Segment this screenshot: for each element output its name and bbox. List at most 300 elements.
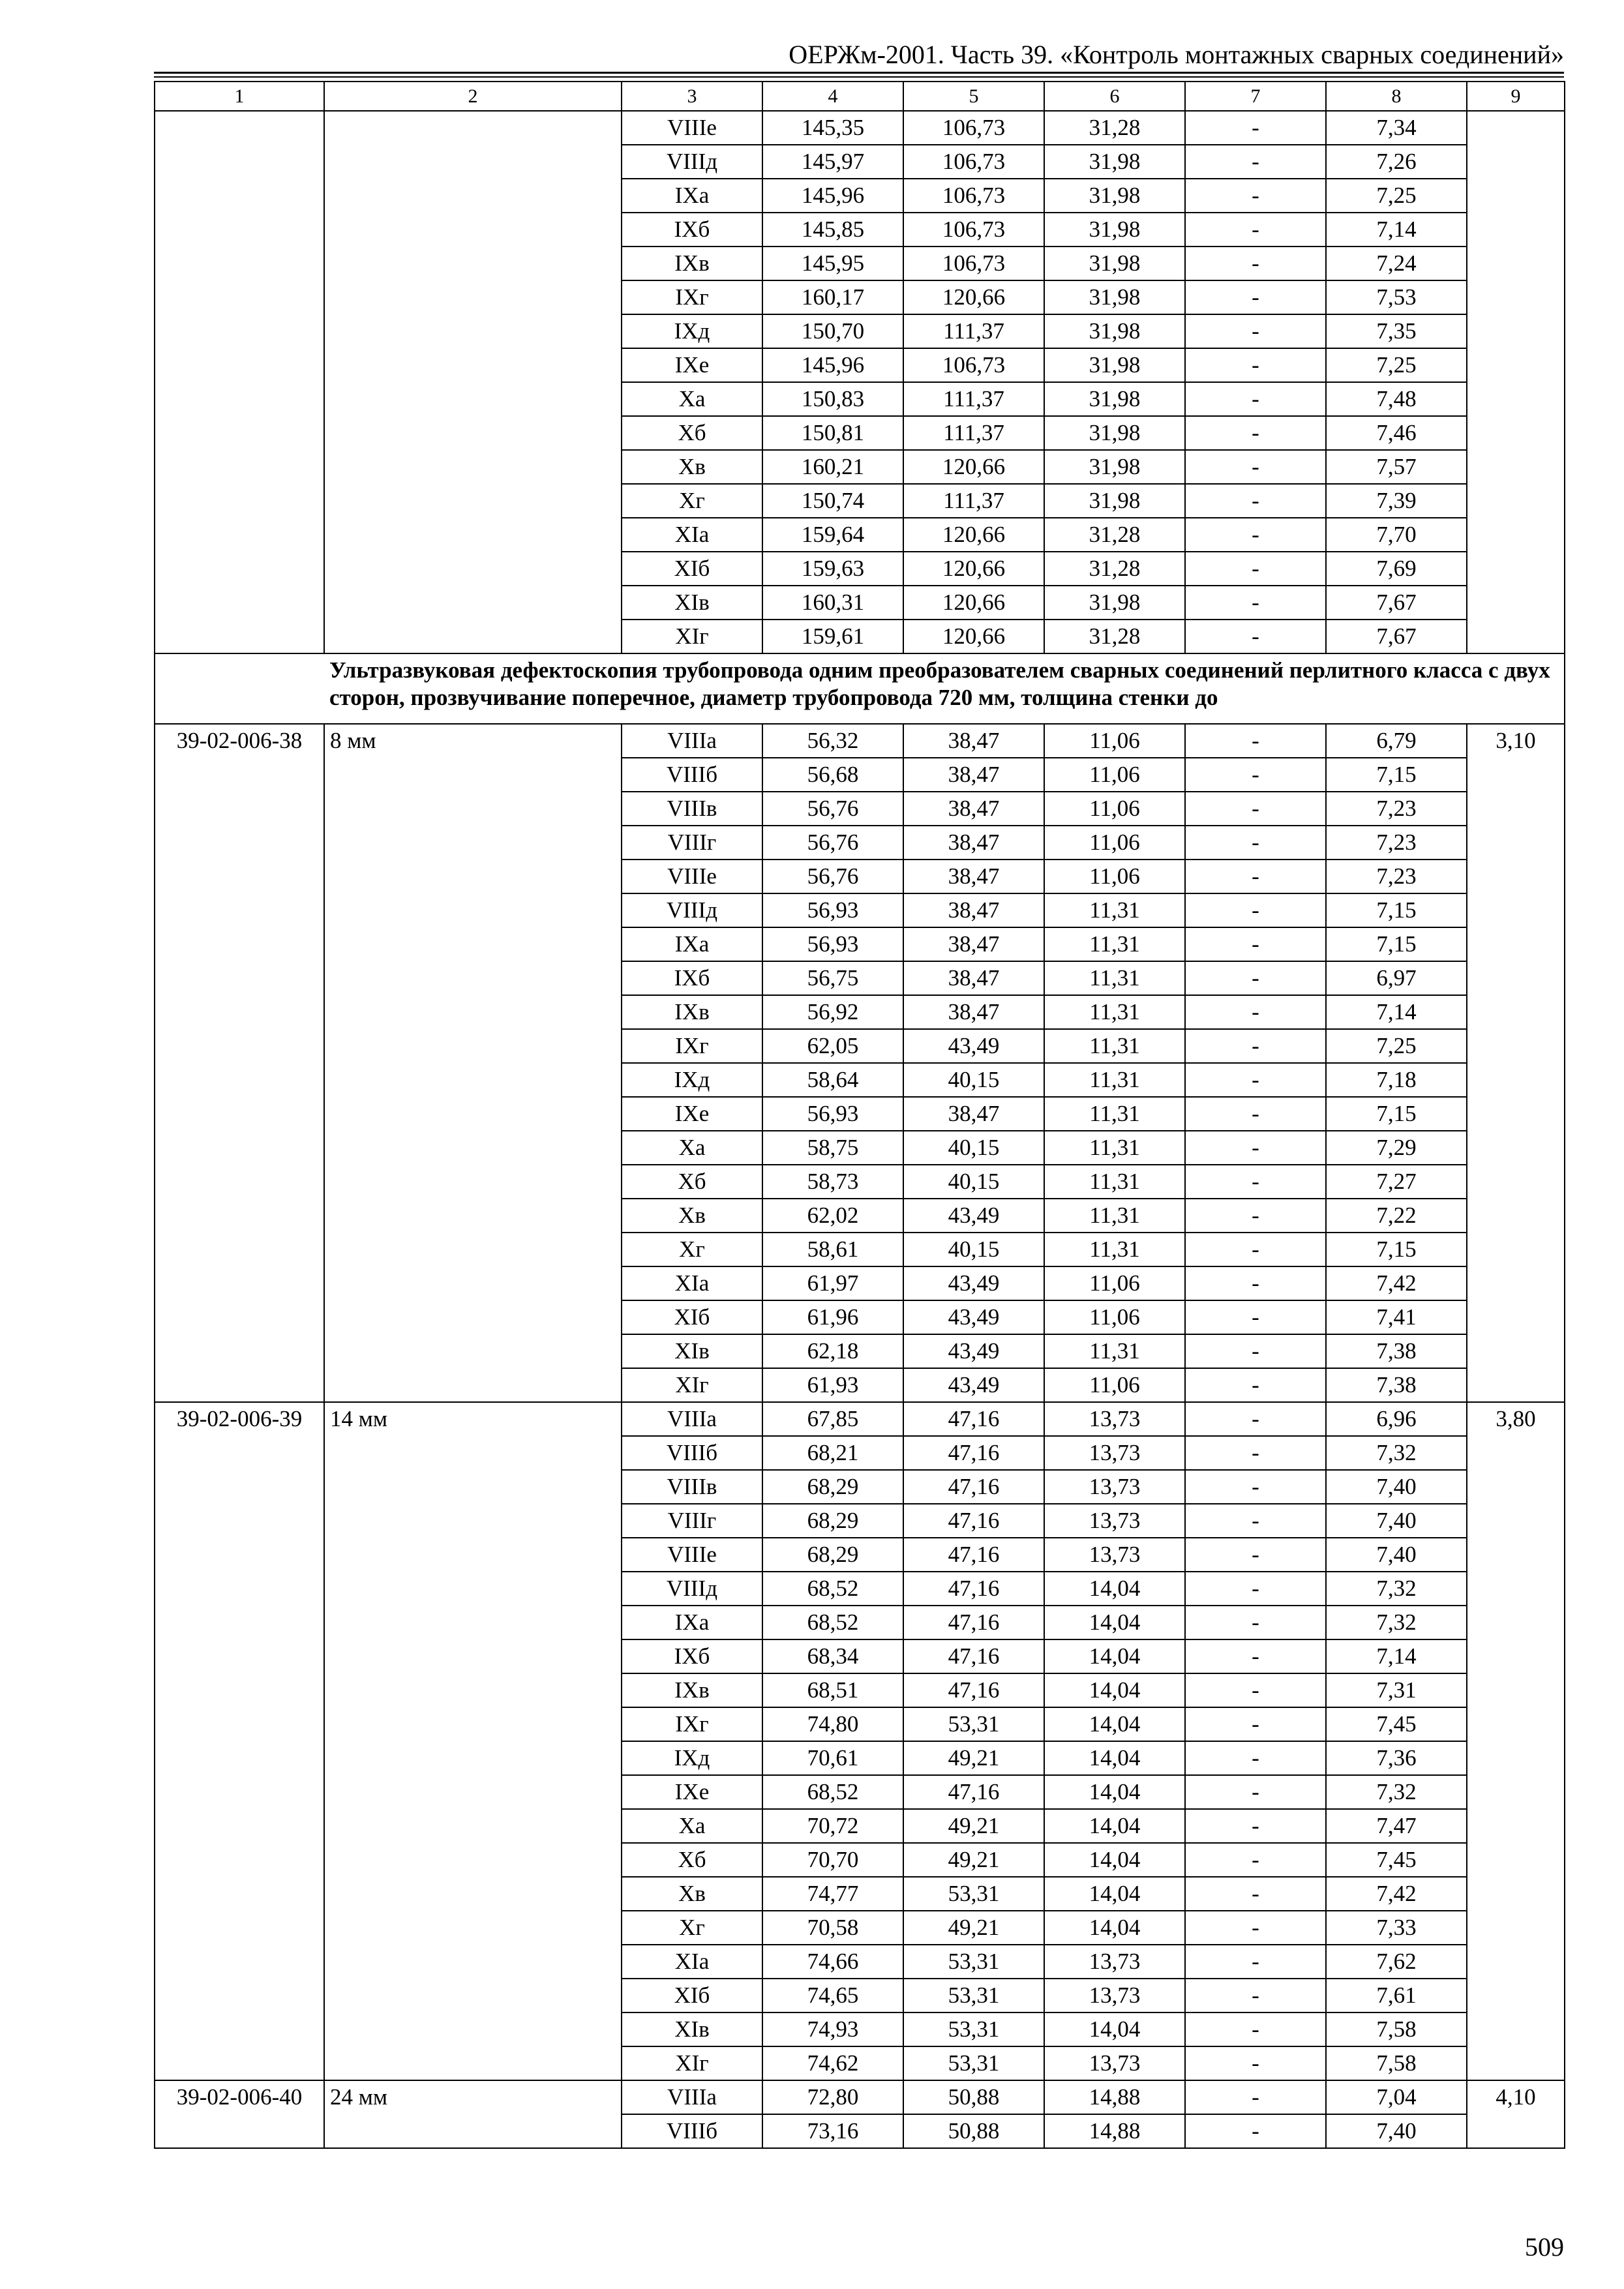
value-cell: -: [1185, 1368, 1326, 1402]
value-cell: XIа: [622, 518, 762, 552]
value-cell: 7,40: [1326, 1538, 1467, 1572]
wall-thickness-cell: 24 мм: [324, 2080, 622, 2148]
value-cell: 6,97: [1326, 961, 1467, 995]
value-cell: -: [1185, 1572, 1326, 1606]
value-cell: 43,49: [903, 1368, 1044, 1402]
value-cell: 50,88: [903, 2080, 1044, 2114]
value-cell: 49,21: [903, 1741, 1044, 1775]
value-cell: VIIIд: [622, 145, 762, 179]
value-cell: 7,67: [1326, 586, 1467, 620]
value-cell: 7,27: [1326, 1165, 1467, 1199]
value-cell: -: [1185, 758, 1326, 792]
value-cell: 38,47: [903, 826, 1044, 860]
value-cell: 7,41: [1326, 1300, 1467, 1334]
value-cell: 13,73: [1044, 1436, 1185, 1470]
value-cell: 111,37: [903, 382, 1044, 416]
value-cell: VIIIе: [622, 111, 762, 145]
value-cell: 38,47: [903, 995, 1044, 1029]
value-cell: 120,66: [903, 518, 1044, 552]
value-cell: 7,26: [1326, 145, 1467, 179]
value-cell: 145,85: [762, 213, 903, 247]
value-cell: VIIIа: [622, 724, 762, 758]
value-cell: IXв: [622, 995, 762, 1029]
value-cell: 150,74: [762, 484, 903, 518]
value-cell: 7,58: [1326, 2046, 1467, 2080]
value-cell: -: [1185, 724, 1326, 758]
value-cell: 120,66: [903, 280, 1044, 314]
value-cell: VIIIв: [622, 1470, 762, 1504]
value-cell: 145,96: [762, 179, 903, 213]
value-cell: 40,15: [903, 1233, 1044, 1266]
value-cell: 38,47: [903, 893, 1044, 927]
value-cell: 68,52: [762, 1775, 903, 1809]
value-cell: 53,31: [903, 1707, 1044, 1741]
rate-code-cell: 39-02-006-40: [155, 2080, 324, 2148]
value-cell: IXд: [622, 1063, 762, 1097]
value-cell: 56,76: [762, 826, 903, 860]
value-cell: 13,73: [1044, 1402, 1185, 1436]
value-cell: IXд: [622, 1741, 762, 1775]
section-title: Ультразвуковая дефектоскопия трубопровода одним преобразователем сварных соединений перлитного класса с двух сторон, прозвучивание поперечное, диаметр трубопровода 720 мм, толщина стенки до: [324, 653, 1565, 724]
value-cell: 13,73: [1044, 2046, 1185, 2080]
value-cell: 56,93: [762, 1097, 903, 1131]
value-cell: 53,31: [903, 1979, 1044, 2012]
value-cell: 53,31: [903, 1945, 1044, 1979]
value-cell: 61,93: [762, 1368, 903, 1402]
section-title-row: [155, 653, 1565, 724]
value-cell: 7,32: [1326, 1436, 1467, 1470]
value-cell: -: [1185, 2012, 1326, 2046]
value-cell: 120,66: [903, 586, 1044, 620]
value-cell: 7,35: [1326, 314, 1467, 348]
value-cell: 62,18: [762, 1334, 903, 1368]
value-cell: 7,40: [1326, 1504, 1467, 1538]
value-cell: IXб: [622, 213, 762, 247]
value-cell: 56,93: [762, 927, 903, 961]
value-cell: -: [1185, 2080, 1326, 2114]
value-cell: XIв: [622, 1334, 762, 1368]
value-cell: 7,32: [1326, 1775, 1467, 1809]
value-cell: 11,06: [1044, 792, 1185, 826]
value-cell: 43,49: [903, 1199, 1044, 1233]
value-cell: -: [1185, 1538, 1326, 1572]
value-cell: 43,49: [903, 1334, 1044, 1368]
value-cell: VIIIб: [622, 1436, 762, 1470]
value-cell: 31,28: [1044, 552, 1185, 586]
value-cell: 7,14: [1326, 1639, 1467, 1673]
value-cell: -: [1185, 1775, 1326, 1809]
value-cell: 120,66: [903, 450, 1044, 484]
value-cell: IXе: [622, 1775, 762, 1809]
value-cell: -: [1185, 1029, 1326, 1063]
value-cell: -: [1185, 1097, 1326, 1131]
value-cell: 11,31: [1044, 961, 1185, 995]
value-cell: IXе: [622, 1097, 762, 1131]
value-cell: IXв: [622, 247, 762, 280]
value-cell: 7,39: [1326, 484, 1467, 518]
value-cell: 31,98: [1044, 145, 1185, 179]
value-cell: Xг: [622, 1911, 762, 1945]
value-cell: -: [1185, 484, 1326, 518]
section-title-blank: [155, 653, 324, 724]
value-cell: 7,14: [1326, 213, 1467, 247]
value-cell: -: [1185, 1470, 1326, 1504]
value-cell: 11,31: [1044, 1165, 1185, 1199]
value-cell: 61,97: [762, 1266, 903, 1300]
value-cell: 11,31: [1044, 1199, 1185, 1233]
value-cell: 7,38: [1326, 1334, 1467, 1368]
value-cell: 7,45: [1326, 1843, 1467, 1877]
value-cell: VIIIа: [622, 1402, 762, 1436]
value-cell: IXд: [622, 314, 762, 348]
value-cell: IXг: [622, 1029, 762, 1063]
value-cell: 160,21: [762, 450, 903, 484]
value-cell: 62,02: [762, 1199, 903, 1233]
value-cell: 68,29: [762, 1538, 903, 1572]
table-row: [155, 2080, 1565, 2114]
value-cell: 11,31: [1044, 1063, 1185, 1097]
value-cell: -: [1185, 1233, 1326, 1266]
value-cell: 74,93: [762, 2012, 903, 2046]
value-cell: IXб: [622, 961, 762, 995]
value-cell: 38,47: [903, 1097, 1044, 1131]
value-cell: 53,31: [903, 2046, 1044, 2080]
value-cell: 56,92: [762, 995, 903, 1029]
value-cell: 70,70: [762, 1843, 903, 1877]
value-cell: 31,98: [1044, 314, 1185, 348]
value-cell: 68,34: [762, 1639, 903, 1673]
value-cell: 7,70: [1326, 518, 1467, 552]
value-cell: IXа: [622, 927, 762, 961]
value-cell: -: [1185, 1266, 1326, 1300]
value-cell: 159,64: [762, 518, 903, 552]
value-cell: -: [1185, 1843, 1326, 1877]
value-cell: 68,29: [762, 1470, 903, 1504]
page-header: ОЕРЖм-2001. Часть 39. «Контроль монтажных сварных соединений»: [789, 40, 1564, 69]
value-cell: -: [1185, 1436, 1326, 1470]
value-cell: 58,61: [762, 1233, 903, 1266]
value-cell: 31,28: [1044, 111, 1185, 145]
value-cell: 11,06: [1044, 1266, 1185, 1300]
value-cell: 13,73: [1044, 1979, 1185, 2012]
value-cell: 31,98: [1044, 179, 1185, 213]
wall-thickness-cell: 8 мм: [324, 724, 622, 1402]
value-cell: 58,64: [762, 1063, 903, 1097]
value-cell: -: [1185, 1063, 1326, 1097]
value-cell: 7,40: [1326, 1470, 1467, 1504]
value-cell: -: [1185, 927, 1326, 961]
header-rule-thick: [154, 72, 1564, 74]
value-cell: IXа: [622, 179, 762, 213]
value-cell: 11,31: [1044, 927, 1185, 961]
value-cell: -: [1185, 1877, 1326, 1911]
value-cell: 61,96: [762, 1300, 903, 1334]
value-cell: 56,76: [762, 860, 903, 893]
value-cell: 7,24: [1326, 247, 1467, 280]
value-cell: 47,16: [903, 1673, 1044, 1707]
value-cell: 150,70: [762, 314, 903, 348]
value-cell: 58,75: [762, 1131, 903, 1165]
table-row: [155, 724, 1565, 758]
value-cell: 38,47: [903, 860, 1044, 893]
value-cell: 14,04: [1044, 1809, 1185, 1843]
value-cell: Xб: [622, 1165, 762, 1199]
value-cell: 111,37: [903, 314, 1044, 348]
value-cell: 72,80: [762, 2080, 903, 2114]
value-cell: 11,06: [1044, 724, 1185, 758]
value-cell: 11,31: [1044, 893, 1185, 927]
value-cell: -: [1185, 1979, 1326, 2012]
column-number-cell: 2: [324, 82, 622, 111]
value-cell: 68,21: [762, 1436, 903, 1470]
value-cell: 62,05: [762, 1029, 903, 1063]
value-cell: 47,16: [903, 1470, 1044, 1504]
value-cell: 56,32: [762, 724, 903, 758]
value-cell: IXе: [622, 348, 762, 382]
value-cell: 7,45: [1326, 1707, 1467, 1741]
value-cell: Xг: [622, 1233, 762, 1266]
value-cell: -: [1185, 450, 1326, 484]
value-cell: 14,04: [1044, 2012, 1185, 2046]
value-cell: 14,04: [1044, 1843, 1185, 1877]
value-cell: 7,57: [1326, 450, 1467, 484]
value-cell: 7,40: [1326, 2114, 1467, 2148]
value-cell: 31,98: [1044, 450, 1185, 484]
value-cell: 7,33: [1326, 1911, 1467, 1945]
value-cell: -: [1185, 382, 1326, 416]
value-cell: -: [1185, 1707, 1326, 1741]
value-cell: IXг: [622, 1707, 762, 1741]
value-cell: 7,36: [1326, 1741, 1467, 1775]
value-cell: Xв: [622, 450, 762, 484]
continued-blank-cell: [324, 111, 622, 653]
value-cell: Xа: [622, 1131, 762, 1165]
value-cell: 145,95: [762, 247, 903, 280]
value-cell: 50,88: [903, 2114, 1044, 2148]
wall-thickness-cell: 14 мм: [324, 1402, 622, 2080]
value-cell: XIб: [622, 1300, 762, 1334]
value-cell: VIIIб: [622, 2114, 762, 2148]
value-cell: 7,23: [1326, 826, 1467, 860]
column-number-cell: 8: [1326, 82, 1467, 111]
value-cell: 7,42: [1326, 1877, 1467, 1911]
value-cell: 14,04: [1044, 1911, 1185, 1945]
value-cell: 31,98: [1044, 213, 1185, 247]
column-number-cell: 3: [622, 82, 762, 111]
value-cell: 68,52: [762, 1572, 903, 1606]
value-cell: 7,15: [1326, 893, 1467, 927]
value-cell: -: [1185, 2046, 1326, 2080]
value-cell: 56,93: [762, 893, 903, 927]
value-cell: 47,16: [903, 1504, 1044, 1538]
value-cell: VIIIб: [622, 758, 762, 792]
value-cell: 7,48: [1326, 382, 1467, 416]
value-cell: -: [1185, 280, 1326, 314]
value-cell: VIIIд: [622, 1572, 762, 1606]
value-cell: IXв: [622, 1673, 762, 1707]
value-cell: -: [1185, 961, 1326, 995]
value-cell: -: [1185, 111, 1326, 145]
value-cell: Xв: [622, 1199, 762, 1233]
value-cell: 58,73: [762, 1165, 903, 1199]
norm-cell: 4,10: [1467, 2080, 1565, 2148]
value-cell: -: [1185, 552, 1326, 586]
value-cell: 38,47: [903, 792, 1044, 826]
value-cell: 7,29: [1326, 1131, 1467, 1165]
value-cell: -: [1185, 1504, 1326, 1538]
value-cell: 7,22: [1326, 1199, 1467, 1233]
value-cell: 38,47: [903, 927, 1044, 961]
value-cell: -: [1185, 620, 1326, 653]
value-cell: IXг: [622, 280, 762, 314]
value-cell: -: [1185, 826, 1326, 860]
value-cell: XIг: [622, 1368, 762, 1402]
value-cell: 56,75: [762, 961, 903, 995]
value-cell: 150,81: [762, 416, 903, 450]
value-cell: 106,73: [903, 111, 1044, 145]
rates-table: [154, 81, 1565, 2149]
value-cell: -: [1185, 1131, 1326, 1165]
value-cell: Xг: [622, 484, 762, 518]
page-number: 509: [1525, 2232, 1564, 2262]
value-cell: VIIIд: [622, 893, 762, 927]
value-cell: 6,96: [1326, 1402, 1467, 1436]
value-cell: 6,79: [1326, 724, 1467, 758]
value-cell: 31,28: [1044, 620, 1185, 653]
value-cell: 7,23: [1326, 860, 1467, 893]
value-cell: 145,96: [762, 348, 903, 382]
value-cell: 7,25: [1326, 348, 1467, 382]
value-cell: -: [1185, 792, 1326, 826]
value-cell: Xа: [622, 1809, 762, 1843]
value-cell: 14,04: [1044, 1606, 1185, 1639]
value-cell: 7,15: [1326, 758, 1467, 792]
value-cell: -: [1185, 1741, 1326, 1775]
value-cell: 7,04: [1326, 2080, 1467, 2114]
table-row: [155, 1402, 1565, 1436]
value-cell: XIг: [622, 2046, 762, 2080]
value-cell: -: [1185, 179, 1326, 213]
value-cell: -: [1185, 1809, 1326, 1843]
value-cell: 159,61: [762, 620, 903, 653]
column-number-cell: 5: [903, 82, 1044, 111]
value-cell: 120,66: [903, 552, 1044, 586]
value-cell: VIIIе: [622, 860, 762, 893]
value-cell: -: [1185, 213, 1326, 247]
value-cell: 11,06: [1044, 758, 1185, 792]
value-cell: -: [1185, 1606, 1326, 1639]
value-cell: 7,15: [1326, 1233, 1467, 1266]
value-cell: 38,47: [903, 724, 1044, 758]
column-number-cell: 7: [1185, 82, 1326, 111]
value-cell: 7,47: [1326, 1809, 1467, 1843]
value-cell: 14,88: [1044, 2080, 1185, 2114]
value-cell: 74,66: [762, 1945, 903, 1979]
table-row: [155, 111, 1565, 145]
value-cell: 11,06: [1044, 860, 1185, 893]
value-cell: 68,29: [762, 1504, 903, 1538]
value-cell: 7,18: [1326, 1063, 1467, 1097]
value-cell: VIIIа: [622, 2080, 762, 2114]
value-cell: 11,31: [1044, 1131, 1185, 1165]
value-cell: 7,32: [1326, 1606, 1467, 1639]
value-cell: 106,73: [903, 348, 1044, 382]
value-cell: XIа: [622, 1266, 762, 1300]
value-cell: -: [1185, 314, 1326, 348]
value-cell: -: [1185, 1911, 1326, 1945]
value-cell: 7,15: [1326, 1097, 1467, 1131]
value-cell: 7,58: [1326, 2012, 1467, 2046]
value-cell: VIIIг: [622, 1504, 762, 1538]
value-cell: -: [1185, 1639, 1326, 1673]
value-cell: -: [1185, 2114, 1326, 2148]
value-cell: 70,72: [762, 1809, 903, 1843]
value-cell: 31,98: [1044, 416, 1185, 450]
value-cell: 49,21: [903, 1843, 1044, 1877]
value-cell: 53,31: [903, 1877, 1044, 1911]
value-cell: 106,73: [903, 145, 1044, 179]
value-cell: VIIIв: [622, 792, 762, 826]
column-number-row: [155, 82, 1565, 111]
value-cell: 47,16: [903, 1538, 1044, 1572]
value-cell: 70,58: [762, 1911, 903, 1945]
value-cell: -: [1185, 995, 1326, 1029]
value-cell: -: [1185, 1945, 1326, 1979]
value-cell: 7,62: [1326, 1945, 1467, 1979]
value-cell: 14,04: [1044, 1673, 1185, 1707]
value-cell: XIб: [622, 1979, 762, 2012]
value-cell: 31,28: [1044, 518, 1185, 552]
value-cell: 14,04: [1044, 1572, 1185, 1606]
rate-code-cell: 39-02-006-38: [155, 724, 324, 1402]
value-cell: 40,15: [903, 1063, 1044, 1097]
value-cell: 145,97: [762, 145, 903, 179]
value-cell: 31,98: [1044, 586, 1185, 620]
value-cell: 43,49: [903, 1029, 1044, 1063]
value-cell: 43,49: [903, 1266, 1044, 1300]
value-cell: 40,15: [903, 1165, 1044, 1199]
value-cell: -: [1185, 145, 1326, 179]
value-cell: 11,06: [1044, 1368, 1185, 1402]
value-cell: 43,49: [903, 1300, 1044, 1334]
value-cell: 31,98: [1044, 280, 1185, 314]
value-cell: -: [1185, 1673, 1326, 1707]
value-cell: 7,14: [1326, 995, 1467, 1029]
value-cell: 14,04: [1044, 1741, 1185, 1775]
value-cell: 7,61: [1326, 1979, 1467, 2012]
value-cell: 7,15: [1326, 927, 1467, 961]
value-cell: 73,16: [762, 2114, 903, 2148]
value-cell: 160,17: [762, 280, 903, 314]
value-cell: XIб: [622, 552, 762, 586]
value-cell: 13,73: [1044, 1504, 1185, 1538]
header-rule-thin: [154, 76, 1564, 78]
value-cell: Xб: [622, 416, 762, 450]
value-cell: Xа: [622, 382, 762, 416]
value-cell: XIв: [622, 586, 762, 620]
value-cell: 14,04: [1044, 1639, 1185, 1673]
value-cell: 159,63: [762, 552, 903, 586]
value-cell: 68,52: [762, 1606, 903, 1639]
value-cell: 31,98: [1044, 348, 1185, 382]
value-cell: 74,80: [762, 1707, 903, 1741]
column-number-cell: 1: [155, 82, 324, 111]
value-cell: 111,37: [903, 416, 1044, 450]
value-cell: 70,61: [762, 1741, 903, 1775]
value-cell: 49,21: [903, 1809, 1044, 1843]
value-cell: 14,04: [1044, 1877, 1185, 1911]
value-cell: 49,21: [903, 1911, 1044, 1945]
